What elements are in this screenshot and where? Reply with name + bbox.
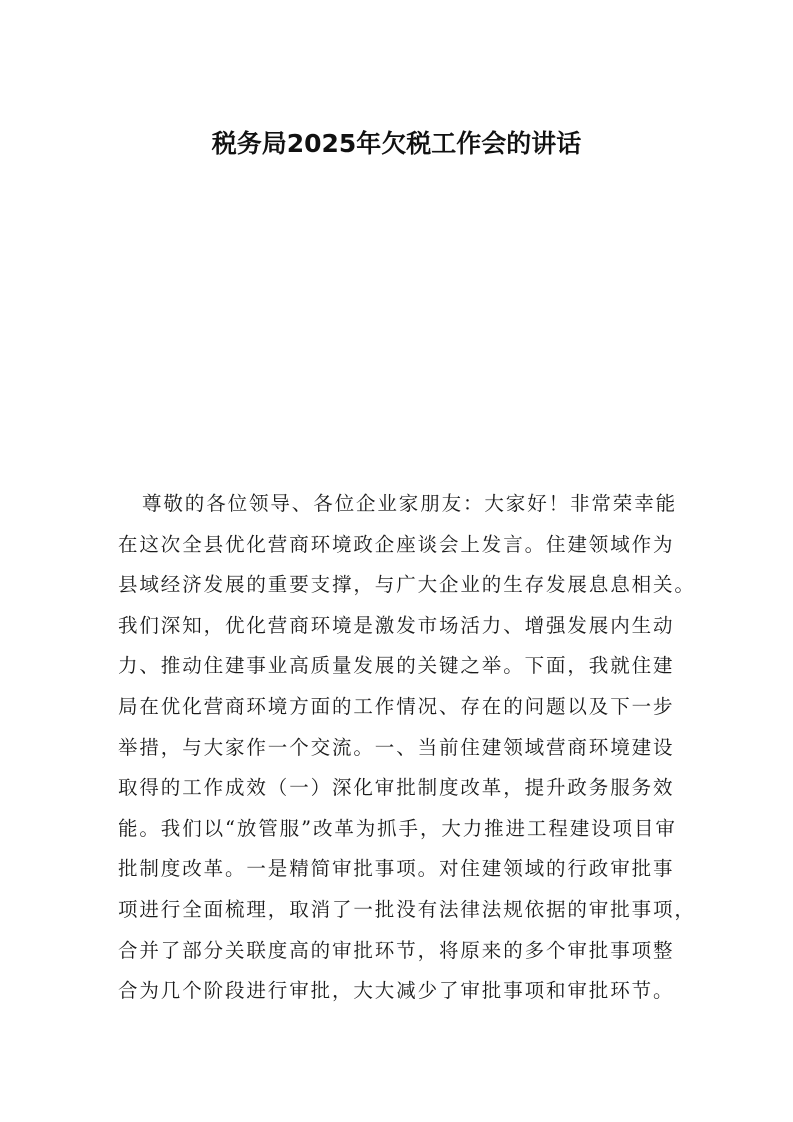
body-line: 项进行全面梳理，取消了一批没有法律法规依据的审批事项， <box>118 897 696 921</box>
body-line: 力、推动住建事业高质量发展的关键之举。下面，我就住建 <box>118 654 675 678</box>
body-line: 合为几个阶段进行审批，大大减少了审批事项和审批环节。 <box>118 979 675 1003</box>
body-line: 合并了部分关联度高的审批环节，将原来的多个审批事项整 <box>118 938 675 962</box>
body-line: 能。我们以“放管服”改革为抓手，大力推进工程建设项目审 <box>118 816 677 840</box>
body-line: 县域经济发展的重要支撑，与广大企业的生存发展息息相关。 <box>118 573 696 597</box>
body-line: 尊敬的各位领导、各位企业家朋友：大家好！非常荣幸能 <box>142 492 678 515</box>
document-body <box>118 484 700 1012</box>
body-line: 局在优化营商环境方面的工作情况、存在的问题以及下一步 <box>118 694 675 718</box>
body-line: 举措，与大家作一个交流。一、当前住建领域营商环境建设 <box>118 735 675 759</box>
body-line: 在这次全县优化营商环境政企座谈会上发言。住建领域作为 <box>118 532 675 556</box>
body-line: 批制度改革。一是精简审批事项。对住建领域的行政审批事 <box>118 857 675 881</box>
document-title: 税务局2025年欠税工作会的讲话 <box>211 129 582 158</box>
body-line: 取得的工作成效（一）深化审批制度改革，提升政务服务效 <box>118 776 675 800</box>
body-line: 我们深知，优化营商环境是激发市场活力、增强发展内生动 <box>118 613 675 637</box>
